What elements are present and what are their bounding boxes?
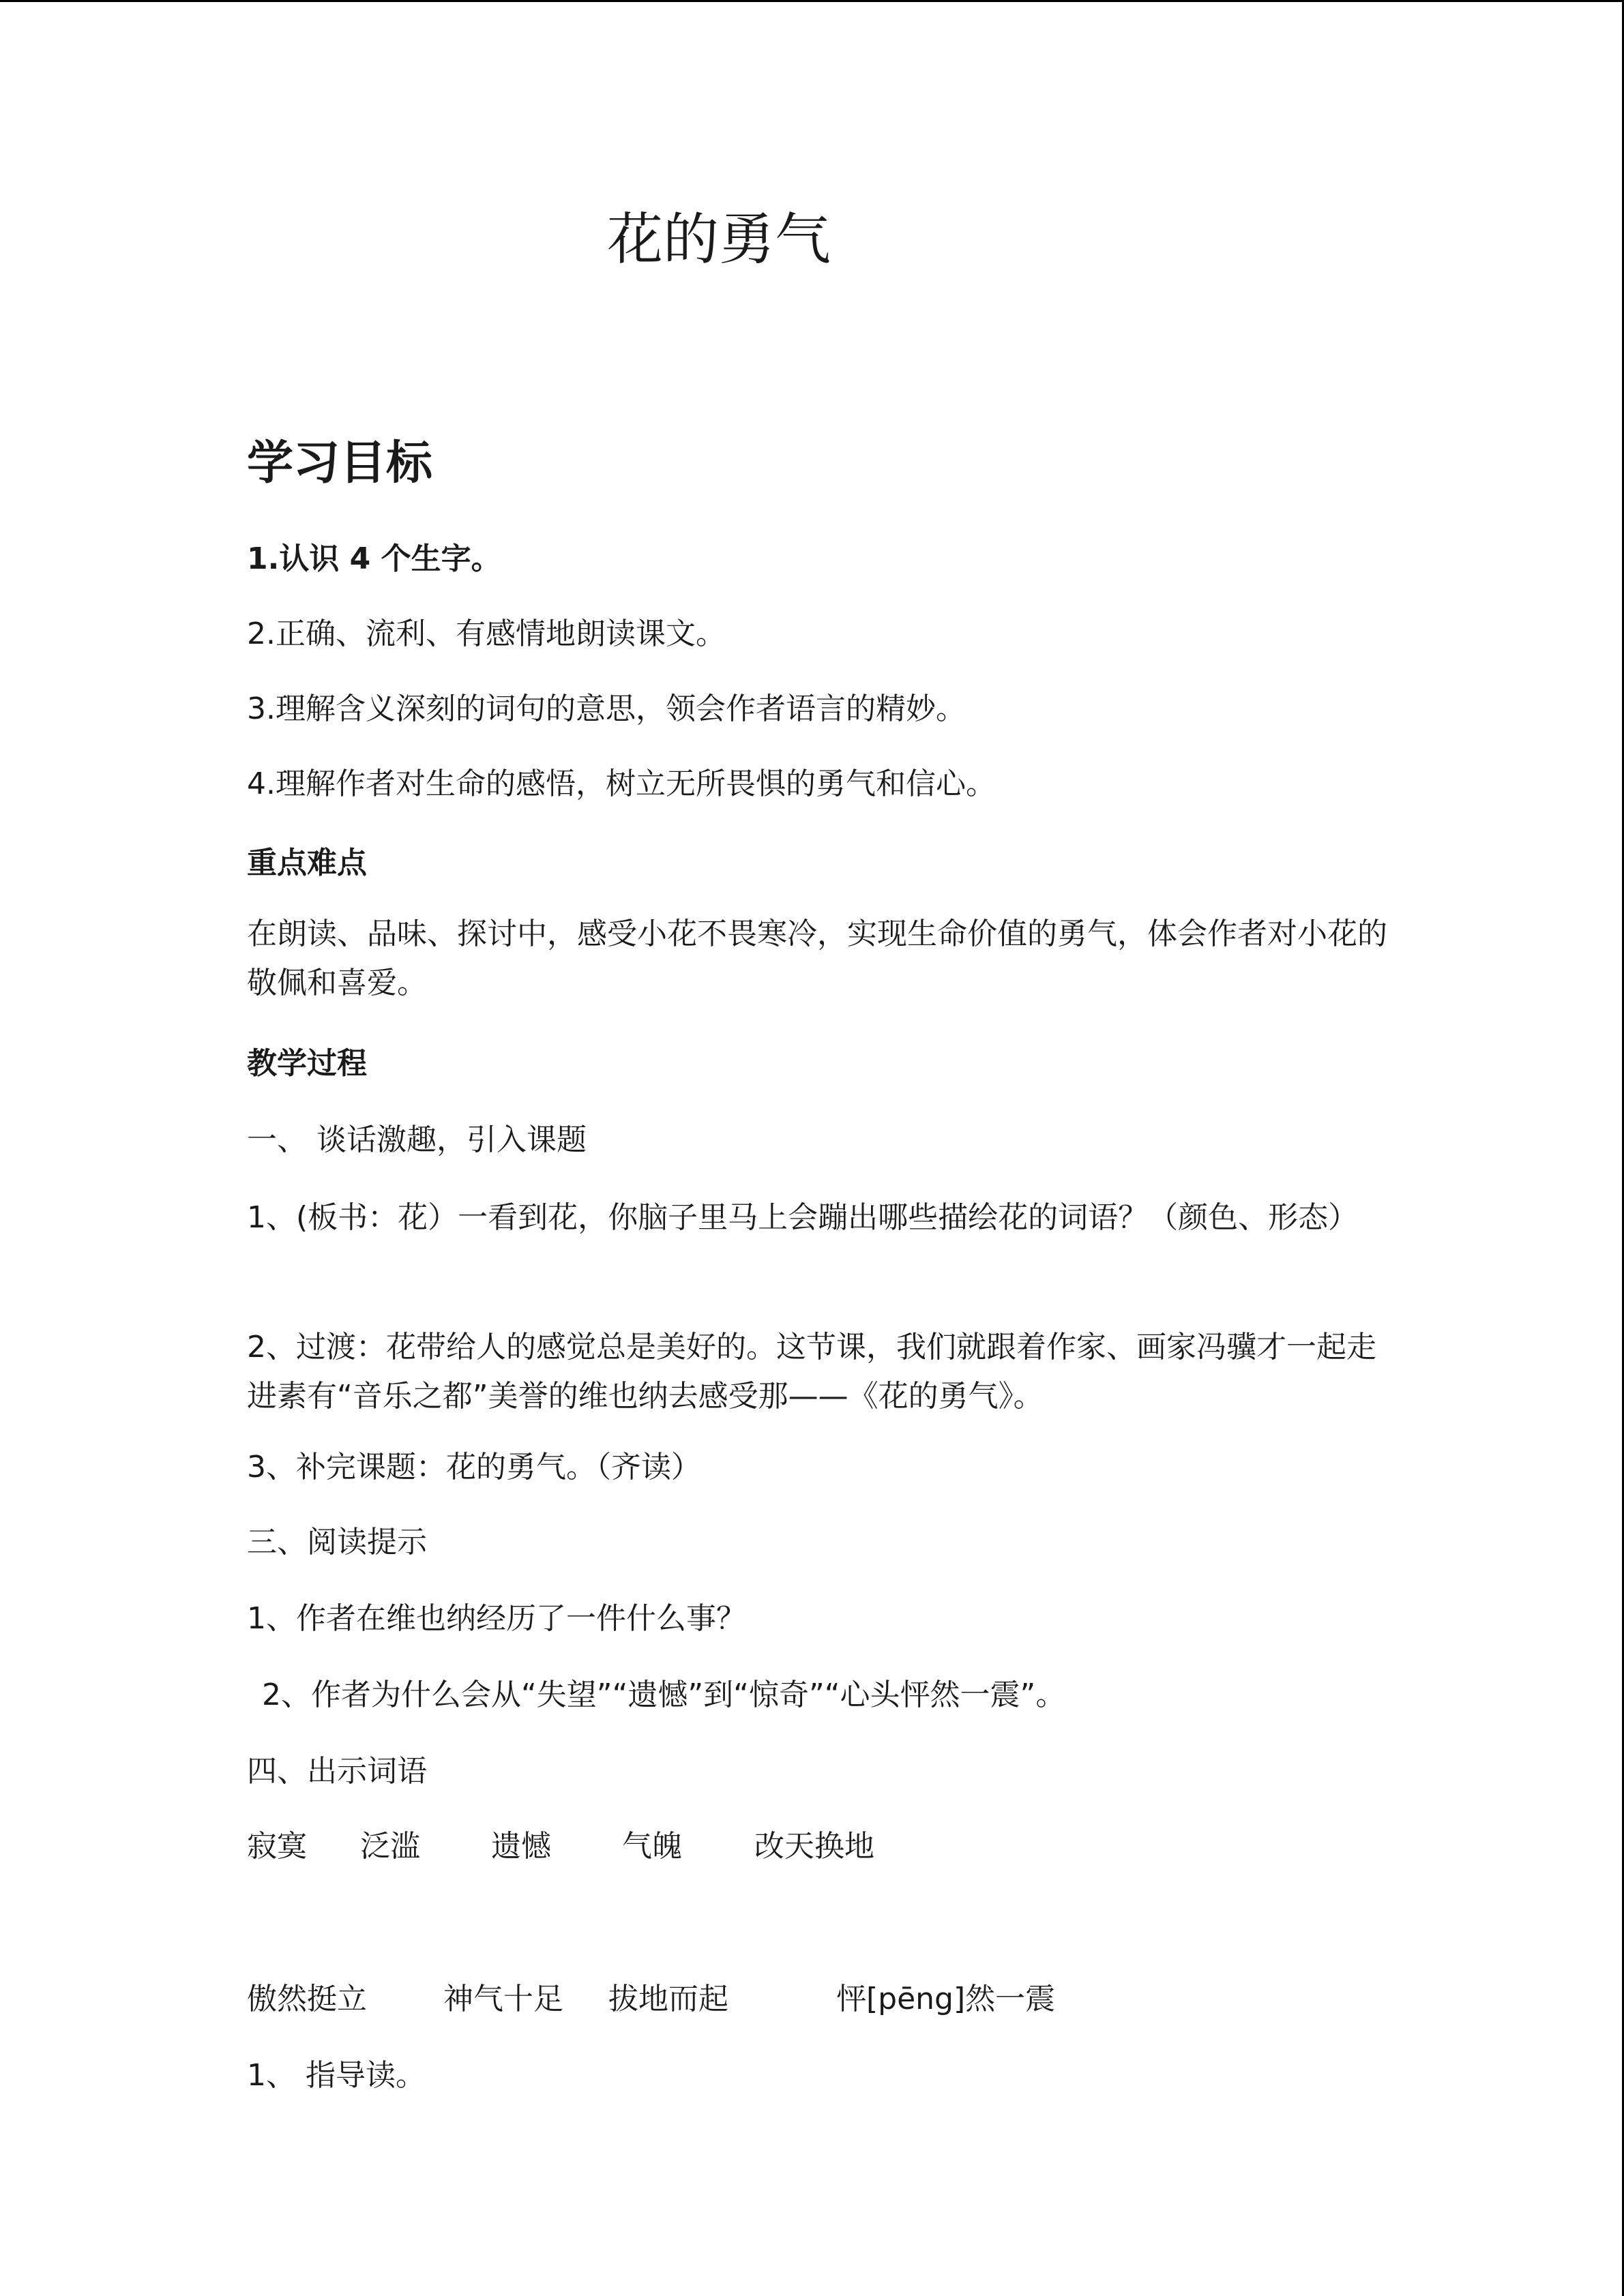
section-heading: 四、出示词语 xyxy=(247,1754,427,1789)
process-item: 2、过渡：花带给人的感觉总是美好的。这节课，我们就跟着作家、画家冯骥才一起走进素有“音乐之都”美誉的维也纳去感受那——《花的勇气》。 xyxy=(247,1330,1376,1414)
key-points-text: 在朗读、品味、探讨中，感受小花不畏寒冷，实现生命价值的勇气，体会作者对小花的敬佩和喜爱。 xyxy=(247,916,1387,1000)
vocab-word: 傲然挺立 xyxy=(247,1982,367,2016)
vocab-word: 气魄 xyxy=(622,1829,682,1864)
vocab-word: 拔地而起 xyxy=(608,1982,728,2016)
vocab-word: 改天换地 xyxy=(754,1829,874,1864)
process-item: 1、(板书：花）一看到花，你脑子里马上会蹦出哪些描绘花的词语？（颜色、形态） xyxy=(247,1200,1359,1235)
section-heading: 三、阅读提示 xyxy=(247,1525,427,1560)
page-border-top xyxy=(0,0,1624,2)
vocab-word: 泛滥 xyxy=(360,1829,420,1864)
objective-item: 3.理解含义深刻的词句的意思，领会作者语言的精妙。 xyxy=(247,691,966,726)
vocab-word: 遗憾 xyxy=(491,1829,551,1864)
vocab-word: 神气十足 xyxy=(443,1982,563,2016)
objective-item: 1.认识 4 个生字。 xyxy=(247,541,501,576)
objective-item: 4.理解作者对生命的感悟，树立无所畏惧的勇气和信心。 xyxy=(247,766,996,801)
process-item: 1、作者在维也纳经历了一件什么事？ xyxy=(247,1601,746,1636)
process-item: 3、补完课题：花的勇气。（齐读） xyxy=(247,1450,701,1485)
section-heading: 一、 谈话激趣，引入课题 xyxy=(247,1122,587,1157)
process-item: 2、作者为什么会从“失望”“遗憾”到“惊奇”“心头怦然一震”。 xyxy=(262,1678,1066,1712)
vocab-word: 寂寞 xyxy=(247,1829,307,1864)
objective-item: 2.正确、流利、有感情地朗读课文。 xyxy=(247,616,726,651)
key-points-heading: 重点难点 xyxy=(247,846,367,880)
objectives-heading: 学习目标 xyxy=(247,436,433,490)
document-title: 花的勇气 xyxy=(607,207,831,272)
guide-line: 1、 指导读。 xyxy=(247,2058,426,2093)
process-heading: 教学过程 xyxy=(247,1046,367,1081)
vocab-word: 怦[pēng]然一震 xyxy=(836,1982,1056,2016)
